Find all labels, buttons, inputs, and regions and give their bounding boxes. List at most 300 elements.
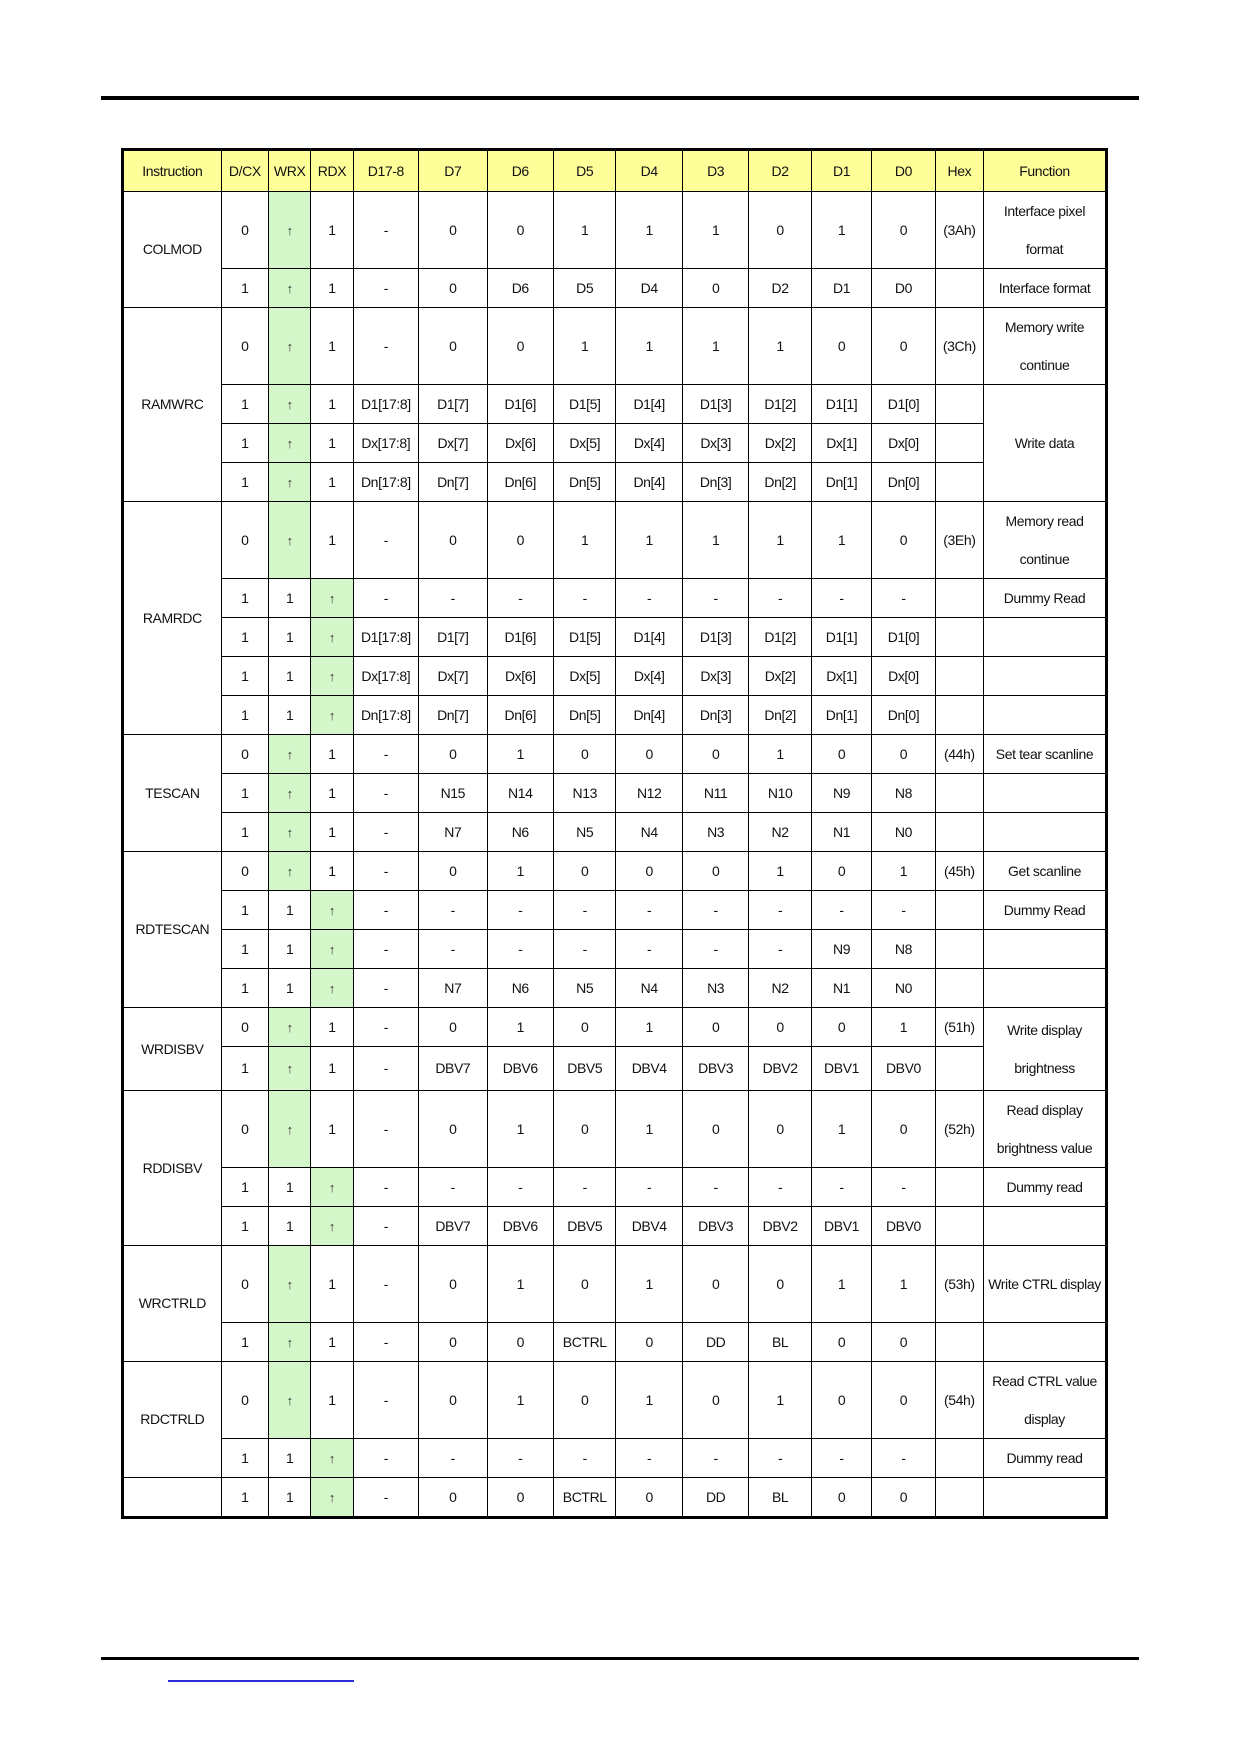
bit-cell: 0 bbox=[872, 735, 935, 774]
bit-cell: N1 bbox=[811, 969, 871, 1008]
bit-cell: 1 bbox=[811, 502, 871, 579]
column-header: Hex bbox=[935, 150, 983, 192]
bit-cell: Dx[6] bbox=[487, 424, 553, 463]
bit-cell: Dx[4] bbox=[616, 657, 682, 696]
bit-cell: ↑ bbox=[269, 813, 311, 852]
bit-cell: - bbox=[419, 579, 487, 618]
bit-cell: 0 bbox=[682, 1246, 748, 1323]
function-cell: Write data bbox=[984, 385, 1107, 502]
footer-link[interactable] bbox=[168, 1668, 354, 1682]
bit-cell: - bbox=[353, 502, 418, 579]
bit-cell: 0 bbox=[749, 1091, 811, 1168]
bit-cell: D1[5] bbox=[554, 618, 616, 657]
bit-cell: D1[4] bbox=[616, 385, 682, 424]
bit-cell: 0 bbox=[419, 1246, 487, 1323]
bit-cell: 0 bbox=[221, 735, 268, 774]
table-row bbox=[123, 385, 1107, 424]
bit-cell: DBV7 bbox=[419, 1047, 487, 1091]
bit-cell: 0 bbox=[221, 852, 268, 891]
bit-cell: BL bbox=[749, 1323, 811, 1362]
function-cell: Dummy read bbox=[984, 1168, 1107, 1207]
command-table bbox=[121, 148, 1108, 1519]
hex-cell bbox=[935, 1439, 983, 1478]
bit-cell: N9 bbox=[811, 930, 871, 969]
bit-cell: 1 bbox=[221, 969, 268, 1008]
bit-cell: BL bbox=[749, 1478, 811, 1518]
bit-cell: 0 bbox=[811, 735, 871, 774]
bit-cell: 1 bbox=[311, 1091, 353, 1168]
bit-cell: 1 bbox=[311, 385, 353, 424]
bit-cell: ↑ bbox=[269, 463, 311, 502]
bit-cell: - bbox=[353, 269, 418, 308]
bit-cell: 1 bbox=[682, 502, 748, 579]
bit-cell: - bbox=[353, 852, 418, 891]
bit-cell: ↑ bbox=[311, 1478, 353, 1518]
table-row bbox=[123, 1478, 1107, 1518]
bit-cell: - bbox=[616, 1168, 682, 1207]
bit-cell: 0 bbox=[419, 1323, 487, 1362]
bit-cell: - bbox=[353, 1091, 418, 1168]
table-row bbox=[123, 1323, 1107, 1362]
bit-cell: 0 bbox=[554, 1362, 616, 1439]
bit-cell: DBV7 bbox=[419, 1207, 487, 1246]
hex-cell bbox=[935, 424, 983, 463]
hex-cell: (44h) bbox=[935, 735, 983, 774]
bit-cell: Dn[0] bbox=[872, 463, 935, 502]
bit-cell: 0 bbox=[616, 1323, 682, 1362]
table-header-row bbox=[123, 150, 1107, 192]
bit-cell: D1[7] bbox=[419, 385, 487, 424]
bit-cell: - bbox=[616, 891, 682, 930]
bit-cell: ↑ bbox=[269, 735, 311, 774]
bit-cell: 0 bbox=[487, 502, 553, 579]
bit-cell: - bbox=[872, 1439, 935, 1478]
bit-cell: N8 bbox=[872, 774, 935, 813]
bit-cell: - bbox=[353, 735, 418, 774]
bit-cell: N5 bbox=[554, 969, 616, 1008]
bit-cell: 1 bbox=[221, 1439, 268, 1478]
bit-cell: DBV6 bbox=[487, 1207, 553, 1246]
bit-cell: 1 bbox=[311, 463, 353, 502]
table-row bbox=[123, 1168, 1107, 1207]
bit-cell: 1 bbox=[221, 424, 268, 463]
bit-cell: 1 bbox=[221, 1168, 268, 1207]
bit-cell: 1 bbox=[269, 696, 311, 735]
bit-cell: - bbox=[749, 930, 811, 969]
bit-cell: Dn[5] bbox=[554, 696, 616, 735]
table-row bbox=[123, 696, 1107, 735]
table-row bbox=[123, 308, 1107, 385]
bit-cell: ↑ bbox=[269, 1362, 311, 1439]
bit-cell: 1 bbox=[269, 891, 311, 930]
table-row bbox=[123, 502, 1107, 579]
table-row bbox=[123, 1008, 1107, 1047]
bit-cell: 1 bbox=[682, 192, 748, 269]
bit-cell: ↑ bbox=[311, 657, 353, 696]
bit-cell: 1 bbox=[749, 1362, 811, 1439]
bit-cell: 1 bbox=[221, 1047, 268, 1091]
bit-cell: 1 bbox=[311, 774, 353, 813]
bit-cell: 1 bbox=[749, 502, 811, 579]
bit-cell: 1 bbox=[269, 1478, 311, 1518]
bit-cell: D1 bbox=[811, 269, 871, 308]
bit-cell: - bbox=[419, 930, 487, 969]
bit-cell: Dn[1] bbox=[811, 463, 871, 502]
bit-cell: 1 bbox=[616, 308, 682, 385]
bit-cell: 0 bbox=[811, 852, 871, 891]
table-row bbox=[123, 1439, 1107, 1478]
hex-cell: (52h) bbox=[935, 1091, 983, 1168]
bit-cell: DD bbox=[682, 1478, 748, 1518]
bit-cell: 0 bbox=[616, 1478, 682, 1518]
bit-cell: Dn[7] bbox=[419, 696, 487, 735]
bit-cell: N11 bbox=[682, 774, 748, 813]
bit-cell: 1 bbox=[311, 502, 353, 579]
bit-cell: N1 bbox=[811, 813, 871, 852]
column-header: WRX bbox=[269, 150, 311, 192]
bit-cell: Dn[3] bbox=[682, 463, 748, 502]
function-cell bbox=[984, 774, 1107, 813]
function-cell: Interface format bbox=[984, 269, 1107, 308]
bit-cell: ↑ bbox=[311, 696, 353, 735]
table-row bbox=[123, 463, 1107, 502]
bit-cell: N13 bbox=[554, 774, 616, 813]
bit-cell: 0 bbox=[554, 735, 616, 774]
bit-cell: 0 bbox=[749, 1008, 811, 1047]
instruction-cell: RDCTRLD bbox=[123, 1362, 222, 1478]
bit-cell: ↑ bbox=[269, 424, 311, 463]
bit-cell: - bbox=[616, 930, 682, 969]
bit-cell: 1 bbox=[811, 1246, 871, 1323]
bit-cell: N12 bbox=[616, 774, 682, 813]
function-cell: Write display brightness bbox=[984, 1008, 1107, 1091]
bit-cell: ↑ bbox=[311, 969, 353, 1008]
bit-cell: 0 bbox=[872, 308, 935, 385]
bit-cell: ↑ bbox=[311, 1207, 353, 1246]
hex-cell bbox=[935, 1207, 983, 1246]
function-cell bbox=[984, 657, 1107, 696]
column-header: D5 bbox=[554, 150, 616, 192]
bit-cell: - bbox=[353, 308, 418, 385]
bit-cell: - bbox=[487, 930, 553, 969]
bit-cell: - bbox=[872, 1168, 935, 1207]
bit-cell: 0 bbox=[419, 1478, 487, 1518]
function-cell: Dummy read bbox=[984, 1439, 1107, 1478]
bit-cell: 0 bbox=[419, 1091, 487, 1168]
bit-cell: 0 bbox=[811, 1323, 871, 1362]
bit-cell: - bbox=[616, 1439, 682, 1478]
bit-cell: - bbox=[353, 1207, 418, 1246]
bit-cell: 1 bbox=[487, 735, 553, 774]
bit-cell: 1 bbox=[269, 579, 311, 618]
table-row bbox=[123, 1362, 1107, 1439]
bit-cell: 1 bbox=[311, 269, 353, 308]
header-rule bbox=[101, 96, 1139, 100]
bit-cell: 0 bbox=[221, 1091, 268, 1168]
bit-cell: D0 bbox=[872, 269, 935, 308]
table-row bbox=[123, 1091, 1107, 1168]
bit-cell: - bbox=[353, 774, 418, 813]
bit-cell: - bbox=[419, 891, 487, 930]
bit-cell: 1 bbox=[311, 813, 353, 852]
function-cell bbox=[984, 930, 1107, 969]
bit-cell: BCTRL bbox=[554, 1323, 616, 1362]
column-header: D17-8 bbox=[353, 150, 418, 192]
bit-cell: Dx[1] bbox=[811, 657, 871, 696]
bit-cell: D1[2] bbox=[749, 385, 811, 424]
instruction-cell: RDTESCAN bbox=[123, 852, 222, 1008]
bit-cell: ↑ bbox=[311, 579, 353, 618]
bit-cell: 0 bbox=[872, 1478, 935, 1518]
hex-cell bbox=[935, 579, 983, 618]
function-cell: Interface pixel format bbox=[984, 192, 1107, 269]
column-header: D4 bbox=[616, 150, 682, 192]
bit-cell: 0 bbox=[221, 1362, 268, 1439]
bit-cell: - bbox=[353, 1008, 418, 1047]
bit-cell: N2 bbox=[749, 969, 811, 1008]
bit-cell: D1[0] bbox=[872, 385, 935, 424]
bit-cell: 0 bbox=[616, 735, 682, 774]
hex-cell: (3Ah) bbox=[935, 192, 983, 269]
column-header: Function bbox=[984, 150, 1107, 192]
instruction-cell: COLMOD bbox=[123, 192, 222, 308]
bit-cell: 0 bbox=[419, 192, 487, 269]
bit-cell: 1 bbox=[221, 1323, 268, 1362]
bit-cell: 1 bbox=[221, 696, 268, 735]
function-cell: Memory read continue bbox=[984, 502, 1107, 579]
bit-cell: 0 bbox=[419, 852, 487, 891]
table-row bbox=[123, 891, 1107, 930]
bit-cell: 1 bbox=[811, 192, 871, 269]
bit-cell: - bbox=[554, 891, 616, 930]
bit-cell: 1 bbox=[269, 657, 311, 696]
bit-cell: 1 bbox=[872, 852, 935, 891]
bit-cell: N9 bbox=[811, 774, 871, 813]
bit-cell: N14 bbox=[487, 774, 553, 813]
bit-cell: 1 bbox=[221, 657, 268, 696]
bit-cell: 1 bbox=[872, 1008, 935, 1047]
bit-cell: N3 bbox=[682, 969, 748, 1008]
bit-cell: ↑ bbox=[269, 1008, 311, 1047]
bit-cell: 1 bbox=[311, 852, 353, 891]
bit-cell: 1 bbox=[311, 1008, 353, 1047]
function-cell bbox=[984, 1207, 1107, 1246]
table-row bbox=[123, 1246, 1107, 1323]
hex-cell bbox=[935, 269, 983, 308]
function-cell bbox=[984, 813, 1107, 852]
table-row bbox=[123, 618, 1107, 657]
bit-cell: 1 bbox=[487, 1362, 553, 1439]
table-row bbox=[123, 657, 1107, 696]
function-cell bbox=[984, 618, 1107, 657]
bit-cell: 0 bbox=[221, 502, 268, 579]
bit-cell: DBV5 bbox=[554, 1207, 616, 1246]
hex-cell bbox=[935, 930, 983, 969]
bit-cell: 1 bbox=[221, 1207, 268, 1246]
table-row bbox=[123, 774, 1107, 813]
bit-cell: 1 bbox=[487, 1008, 553, 1047]
bit-cell: D1[3] bbox=[682, 618, 748, 657]
bit-cell: 1 bbox=[221, 463, 268, 502]
instruction-cell: RDDISBV bbox=[123, 1091, 222, 1246]
bit-cell: N7 bbox=[419, 969, 487, 1008]
bit-cell: 1 bbox=[811, 1091, 871, 1168]
bit-cell: D1[7] bbox=[419, 618, 487, 657]
instruction-cell: WRDISBV bbox=[123, 1008, 222, 1091]
function-cell bbox=[984, 1478, 1107, 1518]
bit-cell: Dx[7] bbox=[419, 657, 487, 696]
bit-cell: Dx[0] bbox=[872, 424, 935, 463]
bit-cell: 0 bbox=[554, 1246, 616, 1323]
instruction-cell: WRCTRLD bbox=[123, 1246, 222, 1362]
bit-cell: 1 bbox=[616, 1246, 682, 1323]
bit-cell: Dn[5] bbox=[554, 463, 616, 502]
hex-cell: (53h) bbox=[935, 1246, 983, 1323]
bit-cell: 1 bbox=[616, 1091, 682, 1168]
bit-cell: DBV3 bbox=[682, 1207, 748, 1246]
table-row bbox=[123, 192, 1107, 269]
bit-cell: - bbox=[487, 1439, 553, 1478]
bit-cell: N2 bbox=[749, 813, 811, 852]
hex-cell bbox=[935, 385, 983, 424]
bit-cell: 0 bbox=[811, 1478, 871, 1518]
bit-cell: ↑ bbox=[269, 774, 311, 813]
bit-cell: 0 bbox=[872, 1323, 935, 1362]
bit-cell: DBV2 bbox=[749, 1207, 811, 1246]
bit-cell: 0 bbox=[682, 269, 748, 308]
bit-cell: 0 bbox=[682, 735, 748, 774]
bit-cell: 0 bbox=[682, 1008, 748, 1047]
bit-cell: 1 bbox=[221, 579, 268, 618]
bit-cell: 0 bbox=[419, 502, 487, 579]
footer-rule bbox=[101, 1657, 1139, 1660]
bit-cell: N8 bbox=[872, 930, 935, 969]
bit-cell: 1 bbox=[554, 308, 616, 385]
table-row bbox=[123, 269, 1107, 308]
bit-cell: 0 bbox=[616, 852, 682, 891]
bit-cell: ↑ bbox=[269, 1047, 311, 1091]
bit-cell: 1 bbox=[221, 269, 268, 308]
bit-cell: 1 bbox=[311, 192, 353, 269]
bit-cell: DBV1 bbox=[811, 1207, 871, 1246]
bit-cell: ↑ bbox=[311, 930, 353, 969]
bit-cell: Dx[3] bbox=[682, 424, 748, 463]
bit-cell: N0 bbox=[872, 969, 935, 1008]
function-cell: Write CTRL display bbox=[984, 1246, 1107, 1323]
function-cell: Get scanline bbox=[984, 852, 1107, 891]
bit-cell: Dx[2] bbox=[749, 657, 811, 696]
bit-cell: Dn[2] bbox=[749, 696, 811, 735]
bit-cell: Dn[4] bbox=[616, 463, 682, 502]
bit-cell: D4 bbox=[616, 269, 682, 308]
bit-cell: 1 bbox=[487, 1246, 553, 1323]
table-row bbox=[123, 969, 1107, 1008]
bit-cell: 1 bbox=[311, 308, 353, 385]
bit-cell: D1[0] bbox=[872, 618, 935, 657]
hex-cell bbox=[935, 1478, 983, 1518]
bit-cell: D1[17:8] bbox=[353, 618, 418, 657]
hex-cell: (54h) bbox=[935, 1362, 983, 1439]
table-row bbox=[123, 852, 1107, 891]
bit-cell: 0 bbox=[554, 1008, 616, 1047]
bit-cell: 0 bbox=[811, 1362, 871, 1439]
table-row bbox=[123, 579, 1107, 618]
bit-cell: N4 bbox=[616, 969, 682, 1008]
bit-cell: DBV2 bbox=[749, 1047, 811, 1091]
bit-cell: ↑ bbox=[311, 1168, 353, 1207]
bit-cell: ↑ bbox=[269, 385, 311, 424]
instruction-cell: RAMWRC bbox=[123, 308, 222, 502]
bit-cell: - bbox=[811, 891, 871, 930]
bit-cell: - bbox=[353, 930, 418, 969]
bit-cell: Dx[7] bbox=[419, 424, 487, 463]
table-row bbox=[123, 735, 1107, 774]
bit-cell: Dn[6] bbox=[487, 463, 553, 502]
bit-cell: N4 bbox=[616, 813, 682, 852]
bit-cell: 1 bbox=[221, 891, 268, 930]
bit-cell: D1[17:8] bbox=[353, 385, 418, 424]
column-header: D3 bbox=[682, 150, 748, 192]
bit-cell: 0 bbox=[872, 192, 935, 269]
bit-cell: Dx[5] bbox=[554, 424, 616, 463]
bit-cell: Dn[7] bbox=[419, 463, 487, 502]
bit-cell: 1 bbox=[311, 1323, 353, 1362]
hex-cell: (51h) bbox=[935, 1008, 983, 1047]
hex-cell bbox=[935, 1047, 983, 1091]
function-cell bbox=[984, 969, 1107, 1008]
bit-cell: D1[1] bbox=[811, 618, 871, 657]
column-header: D7 bbox=[419, 150, 487, 192]
hex-cell bbox=[935, 696, 983, 735]
bit-cell: D2 bbox=[749, 269, 811, 308]
bit-cell: - bbox=[353, 1478, 418, 1518]
bit-cell: DBV4 bbox=[616, 1047, 682, 1091]
bit-cell: 0 bbox=[419, 269, 487, 308]
bit-cell: 0 bbox=[487, 1478, 553, 1518]
bit-cell: - bbox=[419, 1439, 487, 1478]
bit-cell: - bbox=[353, 1246, 418, 1323]
bit-cell: - bbox=[353, 192, 418, 269]
bit-cell: 0 bbox=[487, 1323, 553, 1362]
bit-cell: 1 bbox=[269, 969, 311, 1008]
bit-cell: DBV5 bbox=[554, 1047, 616, 1091]
function-cell: Read display brightness value bbox=[984, 1091, 1107, 1168]
bit-cell: 1 bbox=[269, 1168, 311, 1207]
bit-cell: D1[2] bbox=[749, 618, 811, 657]
table-row bbox=[123, 1207, 1107, 1246]
bit-cell: 0 bbox=[749, 1246, 811, 1323]
bit-cell: 1 bbox=[221, 385, 268, 424]
bit-cell: - bbox=[353, 579, 418, 618]
bit-cell: 0 bbox=[872, 502, 935, 579]
table-row bbox=[123, 1047, 1107, 1091]
bit-cell: ↑ bbox=[269, 1091, 311, 1168]
bit-cell: - bbox=[487, 891, 553, 930]
bit-cell: 1 bbox=[616, 1362, 682, 1439]
bit-cell: D6 bbox=[487, 269, 553, 308]
hex-cell bbox=[935, 813, 983, 852]
bit-cell: - bbox=[353, 1439, 418, 1478]
bit-cell: ↑ bbox=[311, 891, 353, 930]
bit-cell: 1 bbox=[311, 1246, 353, 1323]
bit-cell: 0 bbox=[682, 1091, 748, 1168]
bit-cell: - bbox=[353, 969, 418, 1008]
bit-cell: BCTRL bbox=[554, 1478, 616, 1518]
bit-cell: ↑ bbox=[269, 192, 311, 269]
column-header: D6 bbox=[487, 150, 553, 192]
bit-cell: - bbox=[554, 1168, 616, 1207]
bit-cell: - bbox=[872, 579, 935, 618]
